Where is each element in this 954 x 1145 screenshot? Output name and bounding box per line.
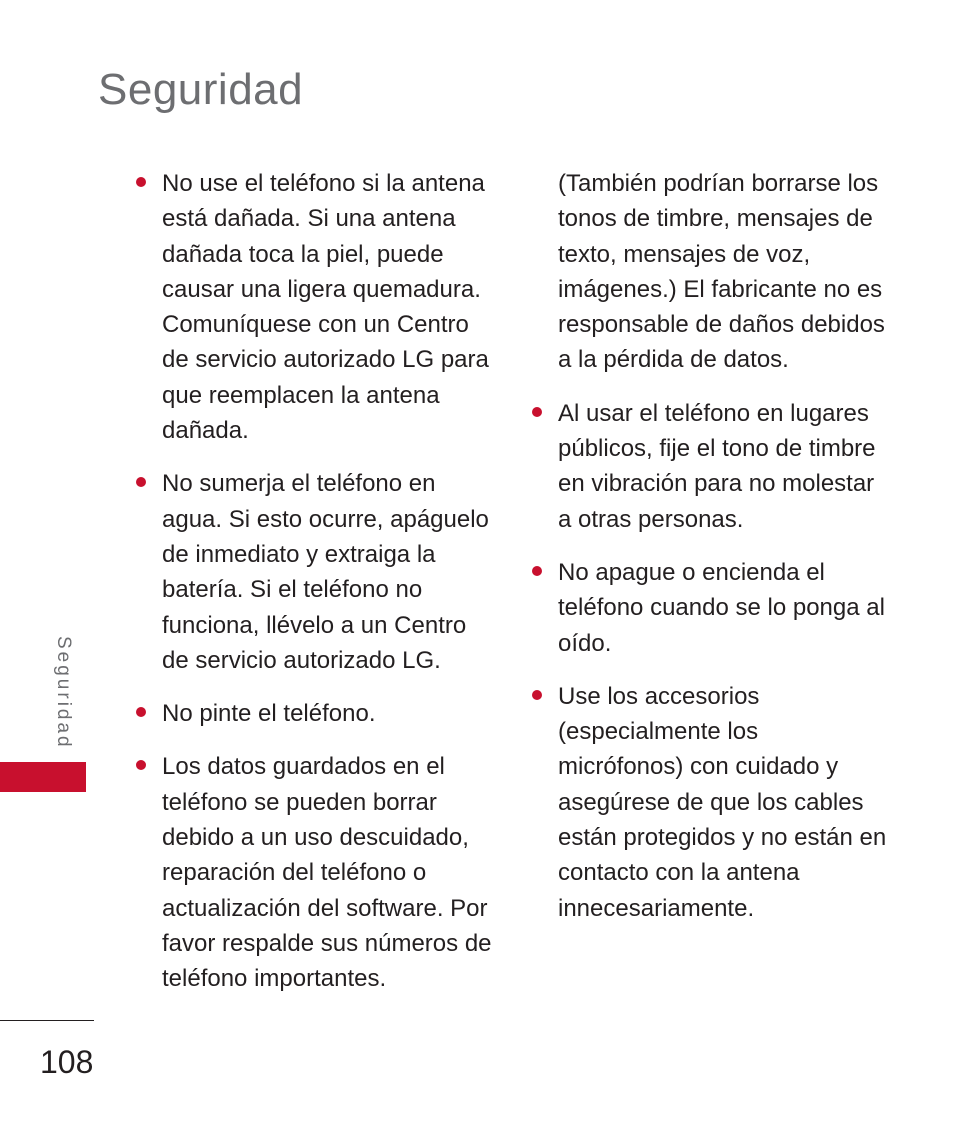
bullet-item bbox=[134, 749, 494, 996]
page-title: Seguridad bbox=[98, 65, 304, 114]
bullet-text: Al usar el teléfono en lugares públicos, fije el tono de timbre en vibración para no molestar a otras personas. bbox=[558, 399, 876, 533]
bullet-dot-icon bbox=[136, 707, 146, 717]
bullet-item bbox=[134, 466, 494, 678]
bullet-text: Los datos guardados en el teléfono se pueden borrar debido a un uso descuidado, reparación del teléfono o actualización del software. Por favor respalde sus números de teléfono importantes. bbox=[162, 753, 492, 993]
section-tab-marker bbox=[0, 762, 86, 792]
left-column bbox=[134, 166, 494, 1015]
bullet-text: No apague o encienda el teléfono cuando se lo ponga al oído. bbox=[558, 558, 885, 657]
bullet-dot-icon bbox=[136, 477, 146, 487]
bullet-item bbox=[134, 166, 494, 448]
bullet-item bbox=[530, 396, 890, 537]
footer-divider bbox=[0, 1020, 94, 1021]
bullet-text: No sumerja el teléfono en agua. Si esto ocurre, apáguelo de inmediato y extraiga la batería. Si el teléfono no funciona, llévelo a un Centro de servicio autorizado LG. bbox=[162, 470, 489, 674]
bullet-dot-icon bbox=[532, 690, 542, 700]
bullet-dot-icon bbox=[532, 407, 542, 417]
bullet-dot-icon bbox=[136, 177, 146, 187]
bullet-dot-icon bbox=[532, 566, 542, 576]
bullet-dot-icon bbox=[136, 760, 146, 770]
bullet-text: Use los accesorios (especialmente los micrófonos) con cuidado y asegúrese de que los cables están protegidos y no están en contacto con la antena innecesariamente. bbox=[558, 682, 887, 922]
page-number: 108 bbox=[40, 1044, 94, 1080]
right-column bbox=[530, 166, 890, 944]
bullet-item bbox=[530, 555, 890, 661]
continuation-paragraph: (También podrían borrarse los tonos de timbre, mensajes de texto, mensajes de voz, imágenes.) El fabricante no es responsable de daños debidos a la pérdida de datos. bbox=[558, 170, 885, 374]
bullet-text: No use el teléfono si la antena está dañada. Si una antena dañada toca la piel, puede causar una ligera quemadura. Comuníquese con un Centro de servicio autorizado LG para que reemplacen la antena dañada. bbox=[162, 170, 489, 445]
bullet-item bbox=[530, 679, 890, 926]
bullet-text: No pinte el teléfono. bbox=[162, 700, 376, 728]
section-side-label: Seguridad bbox=[53, 636, 74, 750]
bullet-item bbox=[134, 696, 494, 731]
